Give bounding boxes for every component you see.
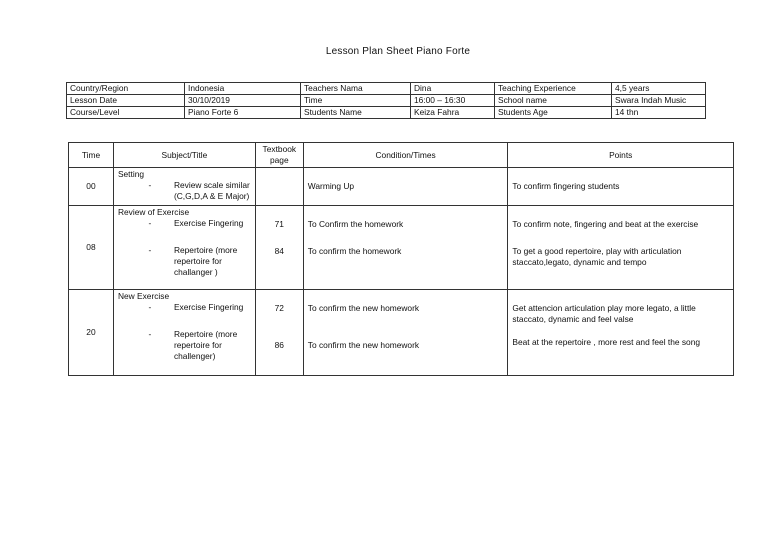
page-cell [255, 168, 303, 206]
section-heading: Setting [117, 169, 145, 179]
experience-value: 4,5 years [612, 83, 706, 95]
time-cell: 08 [69, 206, 114, 290]
condition-text: To Confirm the homework [307, 219, 404, 229]
table-row-new-exercise [69, 290, 734, 376]
header-textbook: Textbook page [255, 143, 303, 168]
condition-cell [303, 290, 508, 376]
experience-label: Teaching Experience [495, 83, 612, 95]
time-label: Time [301, 95, 411, 107]
age-label: Students Age [495, 107, 612, 119]
page-cell [255, 290, 303, 376]
condition-cell [303, 168, 508, 206]
page-number: 84 [274, 246, 284, 256]
list-item [118, 329, 251, 362]
subject-cell [113, 168, 255, 206]
condition-text: To confirm the homework [307, 246, 402, 256]
course-value: Piano Forte 6 [185, 107, 301, 119]
condition-text: To confirm the new homework [307, 303, 420, 313]
page-number: 86 [274, 340, 284, 350]
points-cell [508, 206, 734, 290]
info-table [66, 82, 706, 119]
list-item [118, 245, 251, 278]
student-value: Keiza Fahra [411, 107, 495, 119]
item-title: Repertoire (more repertoire for challenger) [173, 329, 238, 361]
info-row-course [67, 107, 706, 119]
points-text: To confirm fingering students [512, 181, 620, 191]
header-points: Points [508, 143, 734, 168]
points-text: To confirm note, fingering and beat at the exercise [512, 219, 699, 229]
list-item [118, 180, 251, 202]
page-cell [255, 206, 303, 290]
date-value: 30/10/2019 [185, 95, 301, 107]
list-item [118, 302, 251, 313]
item-title: Repertoire (more repertoire for challanger ) [173, 245, 238, 277]
lesson-plan-table [68, 142, 734, 376]
bullet-dash: - [148, 329, 152, 339]
condition-text: To confirm the new homework [307, 340, 420, 350]
table-row-setting [69, 168, 734, 206]
points-text: Beat at the repertoire , more rest and feel the song [512, 337, 701, 347]
section-heading: New Exercise [117, 291, 170, 301]
points-text: Get attencion articulation play more legato, a little staccato, dynamic and feel valse [512, 303, 696, 324]
header-condition: Condition/Times [303, 143, 508, 168]
info-row-date [67, 95, 706, 107]
age-value: 14 thn [612, 107, 706, 119]
bullet-dash: - [148, 302, 152, 312]
item-title: Exercise Fingering [173, 218, 244, 228]
bullet-dash: - [148, 180, 152, 190]
school-value: Swara Indah Music [612, 95, 706, 107]
item-title: Review scale similar (C,G,D,A & E Major) [173, 180, 250, 201]
condition-cell [303, 206, 508, 290]
condition-text: Warming Up [307, 181, 355, 191]
time-value: 16:00 – 16:30 [411, 95, 495, 107]
bullet-dash: - [148, 245, 152, 255]
points-cell [508, 290, 734, 376]
teacher-label: Teachers Nama [301, 83, 411, 95]
header-time: Time [69, 143, 114, 168]
subject-cell [113, 290, 255, 376]
info-row-country [67, 83, 706, 95]
item-title: Exercise Fingering [173, 302, 244, 312]
points-text: To get a good repertoire, play with articulation staccato,legato, dynamic and tempo [512, 246, 682, 267]
subject-cell [113, 206, 255, 290]
page-number: 72 [274, 303, 284, 313]
list-item [118, 218, 251, 229]
country-value: Indonesia [185, 83, 301, 95]
section-heading: Review of Exercise [117, 207, 190, 217]
plan-header-row [69, 143, 734, 168]
time-cell: 20 [69, 290, 114, 376]
page-title: Lesson Plan Sheet Piano Forte [325, 46, 471, 57]
header-subject: Subject/Title [113, 143, 255, 168]
points-cell [508, 168, 734, 206]
course-label: Course/Level [67, 107, 185, 119]
bullet-dash: - [148, 218, 152, 228]
teacher-value: Dina [411, 83, 495, 95]
country-label: Country/Region [67, 83, 185, 95]
date-label: Lesson Date [67, 95, 185, 107]
table-row-review [69, 206, 734, 290]
student-label: Students Name [301, 107, 411, 119]
time-cell: 00 [69, 168, 114, 206]
school-label: School name [495, 95, 612, 107]
page-number: 71 [274, 219, 284, 229]
